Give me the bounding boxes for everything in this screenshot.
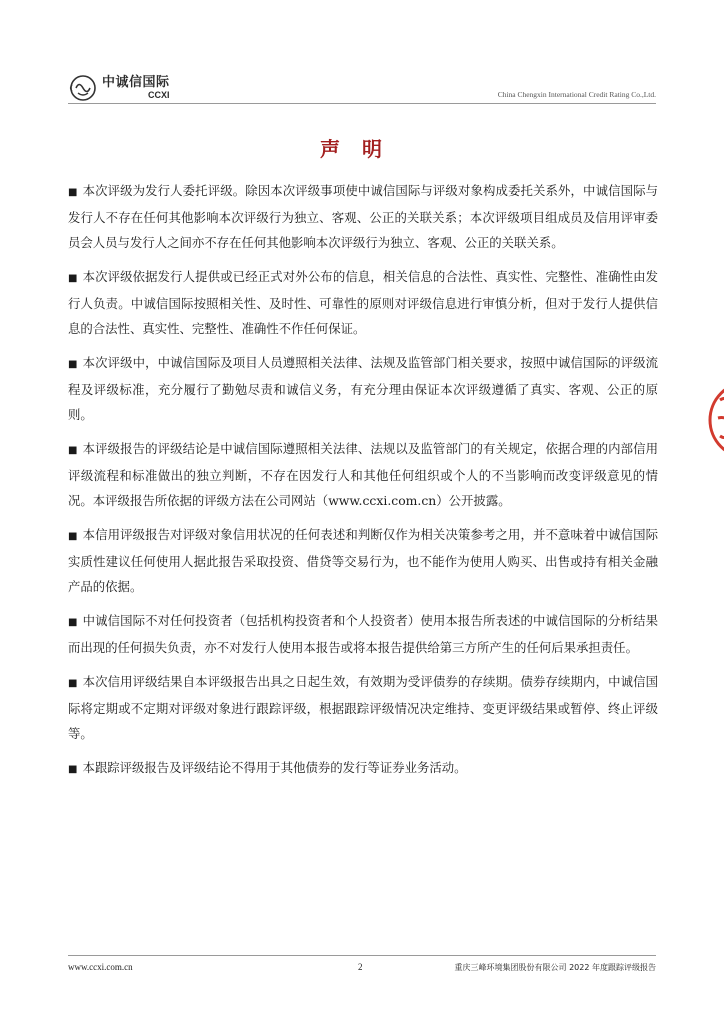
paragraph-text: 本次评级为发行人委托评级。除因本次评级事项使中诚信国际与评级对象构成委托关系外，中诚信国际与发行人不存在任何其他影响本次评级行为独立、客观、公正的关联关系；本次评级项目组成员及信用评审委员会人员与发行人之间亦不存在任何其他影响本次评级行为独立、客观、公正的关联关系。 [68,183,659,250]
paragraph-text: 本次信用评级结果自本评级报告出具之日起生效，有效期为受评债券的存续期。债券存续期内，中诚信国际将定期或不定期对评级对象进行跟踪评级，根据跟踪评级情况决定维持、变更评级结果或暂停、终止评级等。 [68,674,659,741]
footer-website: www.ccxi.com.cn [68,962,133,972]
paragraph-text: 本次评级中，中诚信国际及项目人员遵照相关法律、法规及监管部门相关要求，按照中诚信国际的评级流程及评级标准，充分履行了勤勉尽责和诚信义务，有充分理由保证本次评级遵循了真实、客观、公正的原则。 [68,355,659,422]
statement-paragraph [68,755,658,782]
bullet-square-icon: ■ [68,187,78,198]
statement-paragraph [68,608,658,660]
bullet-square-icon: ■ [68,273,78,284]
statement-paragraph [68,350,658,427]
footer-report-title: 重庆三峰环境集团股份有限公司 2022 年度跟踪评级报告 [454,963,656,972]
logo-chinese-name: 中诚信国际 [102,75,170,90]
page-header [68,72,656,104]
red-seal-stamp-icon [708,370,724,470]
ccxi-logo-icon [68,73,98,103]
statement-paragraph [68,522,658,599]
bullet-square-icon: ■ [68,764,78,775]
company-logo [68,72,170,104]
bullet-square-icon: ■ [68,531,78,542]
paragraph-text: 本评级报告的评级结论是中诚信国际遵照相关法律、法规以及监管部门的有关规定，依据合理的内部信用评级流程和标准做出的独立判断，不存在因发行人和其他任何组织或个人的不当影响而改变评级意见的情况。本评级报告所依据的评级方法在公司网站（www.ccxi.com.cn）公开披露。 [68,441,659,508]
statement-paragraph [68,436,658,513]
bullet-square-icon: ■ [68,678,78,689]
statement-body [68,178,658,791]
statement-paragraph [68,669,658,746]
footer-divider [68,955,656,956]
company-english-name: China Chengxin International Credit Rating Co.,Ltd. [497,90,656,99]
paragraph-text: 本跟踪评级报告及评级结论不得用于其他债券的发行等证券业务活动。 [82,760,467,775]
page-number: 2 [358,962,363,972]
bullet-square-icon: ■ [68,617,78,628]
page-footer [68,962,656,976]
header-divider [68,103,656,104]
paragraph-text: 本次评级依据发行人提供或已经正式对外公布的信息，相关信息的合法性、真实性、完整性、准确性由发行人负责。中诚信国际按照相关性、及时性、可靠性的原则对评级信息进行审慎分析，但对于发行人提供信息的合法性、真实性、完整性、准确性不作任何保证。 [68,269,659,336]
statement-paragraph [68,264,658,341]
logo-english-name: CCXI [148,90,170,100]
paragraph-text: 本信用评级报告对评级对象信用状况的任何表述和判断仅作为相关决策参考之用，并不意味着中诚信国际实质性建议任何使用人据此报告采取投资、借贷等交易行为，也不能作为使用人购买、出售或持有相关金融产品的依据。 [68,527,659,594]
paragraph-text: 中诚信国际不对任何投资者（包括机构投资者和个人投资者）使用本报告所表述的中诚信国际的分析结果而出现的任何损失负责，亦不对发行人使用本报告或将本报告提供给第三方所产生的任何后果承担责任。 [68,613,659,655]
statement-paragraph [68,178,658,255]
bullet-square-icon: ■ [68,445,78,456]
bullet-square-icon: ■ [68,359,78,370]
page-title: 声明 [320,137,404,161]
